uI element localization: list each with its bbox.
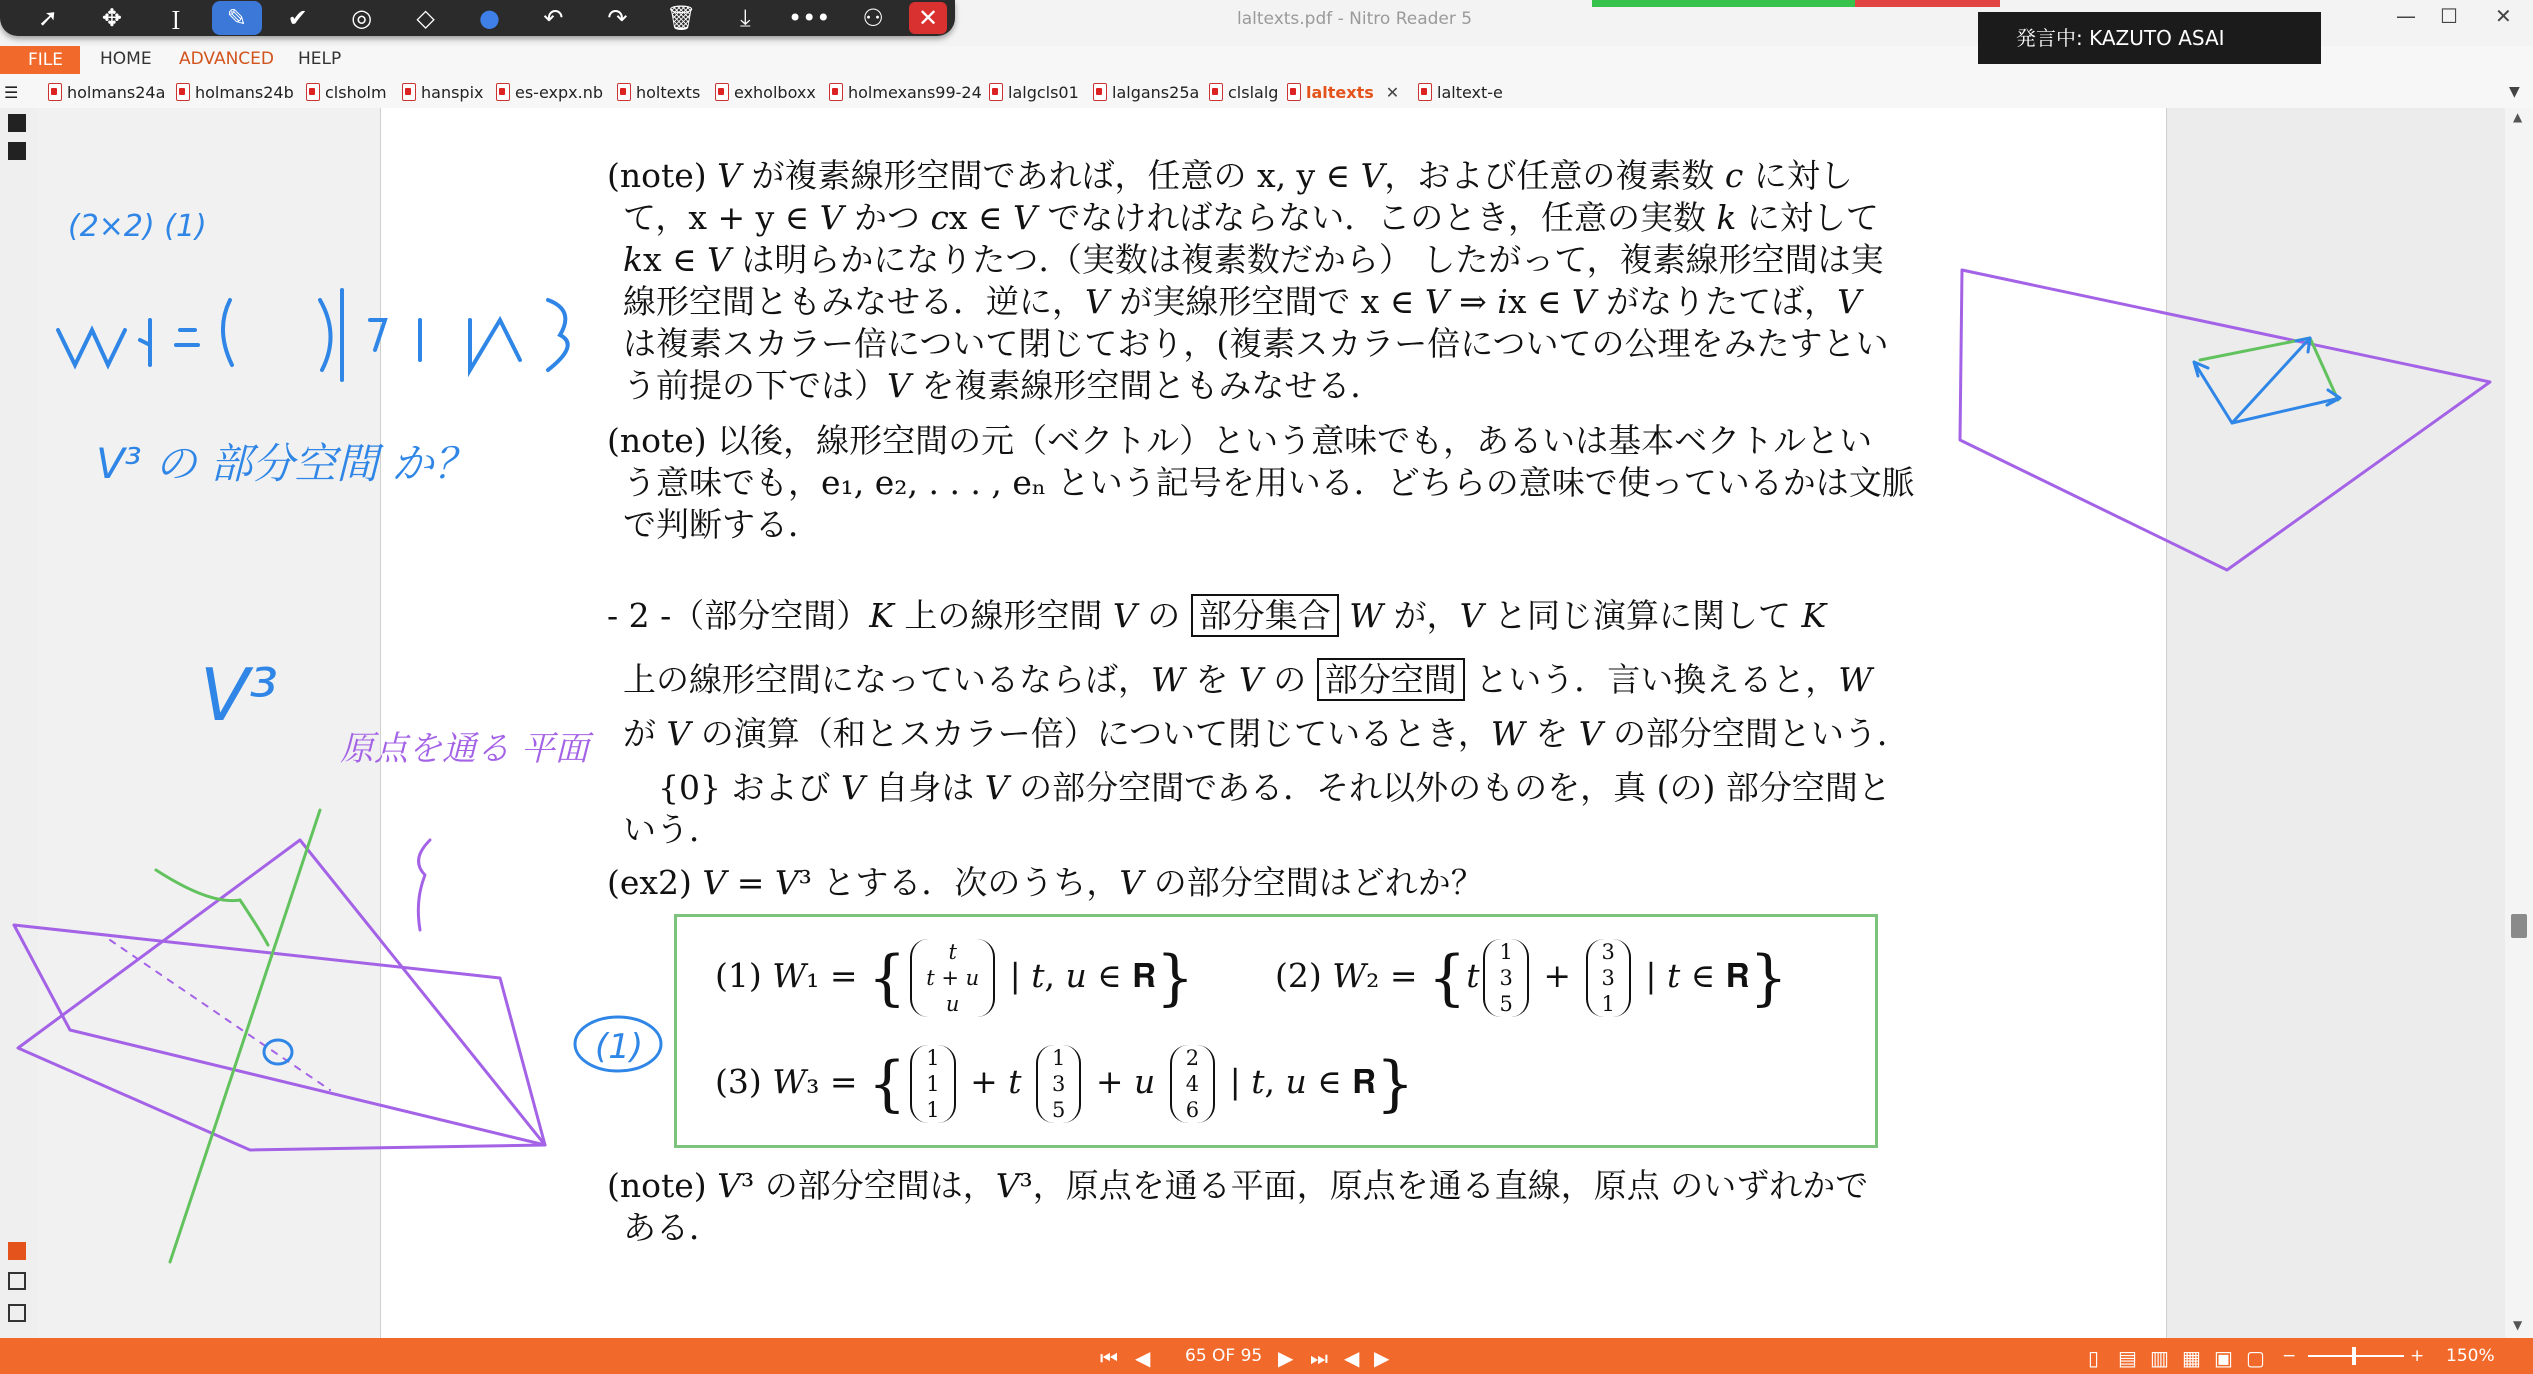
redo-icon[interactable]: ↷ [607, 4, 628, 32]
ink-text-2x2: (2×2) (1) [68, 209, 207, 244]
eraser-icon[interactable]: ◇ [416, 4, 435, 32]
close-icon[interactable]: ✕ [909, 2, 947, 34]
definition-line-4: {0} および 𝑉 自身は 𝑉 の部分空間である．それ以外のものを，真 (の) 部分空間と [658, 768, 1891, 807]
pdf-icon [1418, 83, 1432, 101]
w3-definition: (3) 𝑊₃ = { 1 1 1 + 𝑡 1 3 5 + 𝑢 2 4 6 | 𝑡, 𝑢 ∈ 𝐑} [715, 1046, 1415, 1122]
tab-holtexts[interactable]: holtexts [617, 80, 700, 104]
move-icon[interactable]: ✥ [101, 4, 122, 32]
facing-view-icon[interactable]: ▥ [2150, 1346, 2169, 1370]
next-page-icon[interactable]: ▶ [1278, 1346, 1294, 1370]
scroll-thumb[interactable] [2511, 914, 2527, 938]
document-title: laltexts.pdf - Nitro Reader 5 [1237, 9, 1473, 29]
definition-line-1: - 2 -（部分空間）𝐾 上の線形空間 𝑉 の 部分集合 𝑊 が，𝑉 と同じ演算に関して 𝐾 [607, 596, 1827, 635]
more-icon[interactable]: ••• [787, 4, 831, 32]
forward-view-icon[interactable]: ▶ [1374, 1346, 1390, 1370]
pdf-icon [989, 83, 1003, 101]
zoom-slider-thumb[interactable] [2352, 1347, 2356, 1365]
note2-line-1: (note) 以後，線形空間の元（ベクトル）という意味でも，あるいは基本ベクトルとい [607, 421, 1873, 460]
facing-continuous-view-icon[interactable]: ▦ [2182, 1346, 2201, 1370]
note1-line-6: う前提の下では）𝑉 を複素線形空間ともみなせる． [623, 366, 1384, 405]
maximize-icon[interactable]: ☐ [2440, 4, 2458, 28]
menu-advanced[interactable]: ADVANCED [179, 49, 275, 69]
tab-laltext-e[interactable]: laltext-e [1418, 80, 1503, 104]
w3-vector-3: 2 4 6 [1170, 1045, 1215, 1123]
comments-panel-icon[interactable] [8, 1272, 26, 1290]
menu-file[interactable]: FILE [0, 46, 80, 74]
pdf-icon [1287, 83, 1301, 101]
pdf-icon [715, 83, 729, 101]
tab-menu-icon[interactable]: ☰ [4, 82, 19, 102]
zoom-in-icon[interactable]: + [2410, 1346, 2425, 1366]
pdf-icon [1093, 83, 1107, 101]
definition-line-3: が 𝑉 の演算（和とスカラー倍）について閉じているとき，𝑊 を 𝑉 の部分空間という． [623, 714, 1911, 753]
meeting-status-red [1855, 0, 2000, 7]
ink-text-origin-plane: 原点を通る 平面 [340, 729, 589, 769]
status-bar [0, 1338, 2533, 1374]
tab-lalgcls01[interactable]: lalgcls01 [989, 80, 1079, 104]
tab-holmans24a[interactable]: holmans24a [48, 80, 165, 104]
tab-clslalg[interactable]: clslalg [1209, 80, 1278, 104]
w1-vector: 𝑡 𝑡 + 𝑢 𝑢 [910, 939, 995, 1017]
tab-overflow-icon[interactable]: ▼ [2509, 84, 2520, 100]
note1-line-5: は複素スカラー倍について閉じており，(複素スカラー倍についての公理をみたすとい [623, 324, 1889, 363]
tab-hanspix[interactable]: hanspix [402, 80, 484, 104]
tab-exholboxx[interactable]: exholboxx [715, 80, 816, 104]
note1-line-2: て，x + y ∈ 𝑉 かつ 𝑐x ∈ 𝑉 でなければならない．このとき，任意の実数 𝑘 に対して [623, 198, 1879, 237]
pages-panel-icon[interactable] [8, 114, 26, 132]
pdf-icon [617, 83, 631, 101]
exercise-box [674, 914, 1878, 1148]
bookmarks-panel-icon[interactable] [8, 142, 26, 160]
continuous-view-icon[interactable]: ▤ [2118, 1346, 2137, 1370]
ink-text-v3: V³ [200, 653, 279, 737]
attachments-panel-icon[interactable] [8, 1304, 26, 1322]
minimize-icon[interactable]: — [2396, 4, 2416, 28]
pdf-icon [48, 83, 62, 101]
annotations-panel-icon[interactable] [8, 1242, 26, 1260]
menu-help[interactable]: HELP [298, 49, 342, 69]
tab-holmans24b[interactable]: holmans24b [176, 80, 294, 104]
tab-holmexans99-24[interactable]: holmexans99-24 [829, 80, 982, 104]
menu-home[interactable]: HOME [100, 49, 152, 69]
definition-line-5: いう． [623, 810, 722, 849]
w2-vector-2: 3 3 1 [1586, 939, 1631, 1017]
tab-laltexts[interactable]: laltexts ✕ [1287, 80, 1399, 104]
user-icon[interactable]: ⚇ [862, 4, 884, 32]
note1-line-3: 𝑘x ∈ 𝑉 は明らかになりたつ.（実数は複素数だから） したがって，複素線形空間は実 [623, 240, 1884, 279]
zoom-slider[interactable] [2308, 1355, 2404, 1357]
note3-line-2: ある． [623, 1208, 722, 1247]
tab-bar [0, 74, 2533, 109]
ink-text-1: (1) [595, 1027, 644, 1067]
single-page-view-icon[interactable]: ▯ [2088, 1346, 2100, 1370]
pdf-icon [306, 83, 320, 101]
vertical-scrollbar[interactable] [2505, 108, 2533, 1338]
note1-line-4: 線形空間ともみなせる．逆に，𝑉 が実線形空間で x ∈ 𝑉 ⇒ 𝑖x ∈ 𝑉 がなりたてば，𝑉 [623, 282, 1862, 321]
scroll-down-icon[interactable]: ▼ [2513, 1318, 2523, 1332]
page-indicator[interactable]: 65 OF 95 [1185, 1346, 1263, 1366]
left-tool-strip [0, 108, 39, 1338]
pointer-icon[interactable]: ➚ [37, 4, 59, 32]
color-icon[interactable]: ● [479, 4, 500, 32]
pdf-icon [496, 83, 510, 101]
full-screen-icon[interactable]: ▢ [2246, 1346, 2265, 1370]
check-icon[interactable]: ✔ [287, 4, 308, 32]
tab-close-icon[interactable]: ✕ [1385, 82, 1400, 102]
previous-page-icon[interactable]: ◀ [1135, 1346, 1151, 1370]
note3-line-1: (note) 𝑉³ の部分空間は，𝑉³，原点を通る平面，原点を通る直線，原点 のいずれかで [607, 1166, 1869, 1205]
left-margin-area [38, 108, 381, 1338]
note2-line-3: で判断する． [623, 505, 821, 544]
meeting-status-green [1592, 0, 1855, 7]
undo-icon[interactable]: ↶ [543, 4, 564, 32]
boxed-term-subspace: 部分空間 [1317, 658, 1465, 701]
w1-definition: (1) 𝑊₁ = { 𝑡 𝑡 + 𝑢 𝑢 | 𝑡, 𝑢 ∈ 𝐑} [715, 940, 1195, 1016]
tab-lalgans25a[interactable]: lalgans25a [1093, 80, 1199, 104]
scroll-up-icon[interactable]: ▲ [2513, 110, 2523, 124]
pen-toolbar [0, 0, 955, 36]
back-view-icon[interactable]: ◀ [1344, 1346, 1360, 1370]
w2-vector-1: 1 3 5 [1483, 939, 1528, 1017]
pdf-icon [829, 83, 843, 101]
title-bar [0, 0, 2533, 50]
stamp-icon[interactable]: ◎ [351, 4, 373, 32]
note2-line-2: う意味でも，e₁, e₂, . . . , eₙ という記号を用いる．どちらの意味で使っているかは文脈 [623, 463, 1915, 502]
ink-text-v3-subspace: V³ の 部分空間 か？ [96, 439, 476, 488]
right-margin-area [2166, 108, 2506, 1338]
download-icon[interactable]: ⤓ [739, 4, 751, 32]
tab-clsholm[interactable]: clsholm [306, 80, 387, 104]
pdf-icon [1209, 83, 1223, 101]
trash-icon[interactable]: 🗑 [666, 4, 697, 32]
zoom-out-icon[interactable]: − [2282, 1346, 2297, 1366]
zoom-level[interactable]: 150% [2446, 1346, 2495, 1366]
boxed-term-subset: 部分集合 [1191, 594, 1339, 637]
note1-line-1: (note) 𝑉 が複素線形空間であれば，任意の x, y ∈ 𝑉，および任意の複素数 𝑐 に対し [607, 156, 1853, 195]
example-ex2: (ex2) 𝑉 = 𝑉³ とする．次のうち，𝑉 の部分空間はどれか？ [607, 863, 1484, 902]
tab-es-expx[interactable]: es-expx.nb [496, 80, 603, 104]
w2-definition: (2) 𝑊₂ = {𝑡 1 3 5 + 3 3 1 | 𝑡 ∈ 𝐑} [1275, 940, 1788, 1016]
first-page-icon[interactable]: ⏮ [1100, 1346, 1118, 1370]
pdf-icon [402, 83, 416, 101]
definition-line-2: 上の線形空間になっているならば，𝑊 を 𝑉 の 部分空間 という．言い換えると，𝑊 [623, 660, 1873, 699]
text-cursor-icon[interactable]: Ｉ [163, 6, 188, 35]
w3-vector-1: 1 1 1 [910, 1045, 955, 1123]
last-page-icon[interactable]: ⏭ [1310, 1346, 1328, 1370]
fit-width-icon[interactable]: ▣ [2214, 1346, 2233, 1370]
speaker-indicator: 発言中: KAZUTO ASAI [1978, 12, 2321, 64]
pdf-icon [176, 83, 190, 101]
w3-vector-2: 1 3 5 [1036, 1045, 1081, 1123]
pen-icon[interactable]: ✎ [212, 1, 262, 35]
close-window-icon[interactable]: ✕ [2495, 4, 2512, 28]
